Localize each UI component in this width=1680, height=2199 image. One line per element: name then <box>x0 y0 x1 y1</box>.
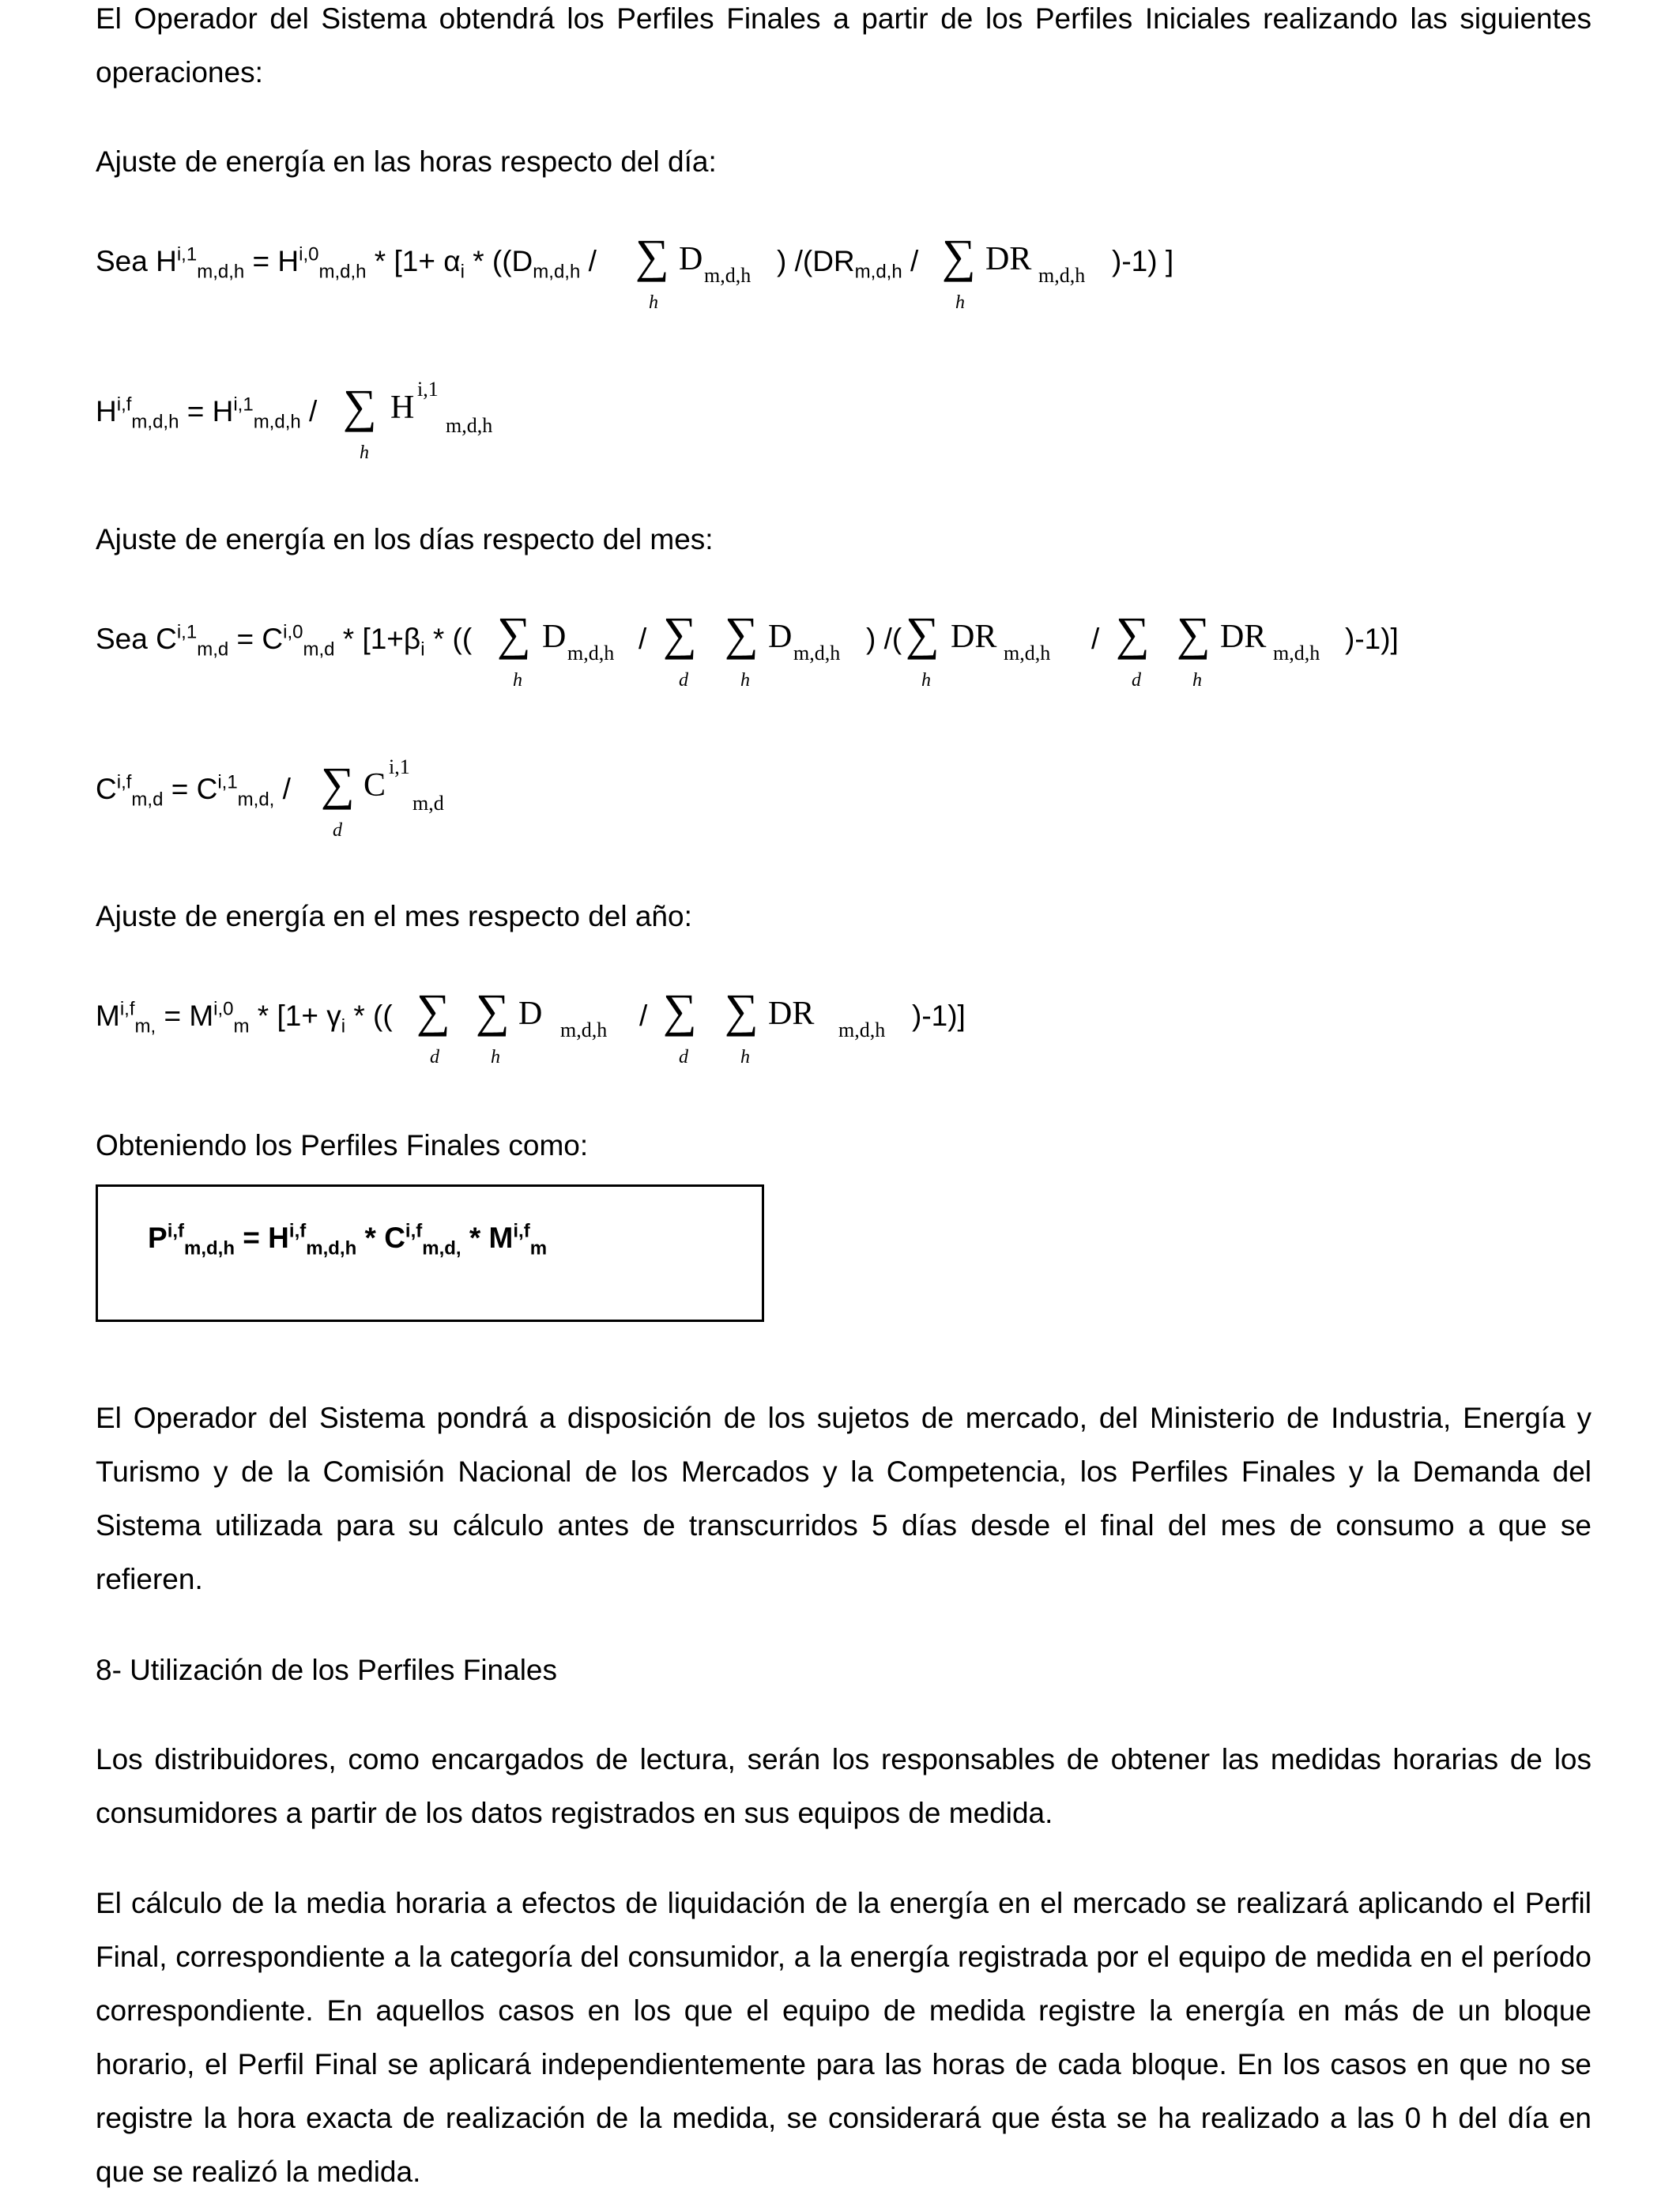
hours-adjust-heading: Ajuste de energía en las horas respecto del día: <box>96 145 717 178</box>
formula-hours-initial: Sea $H^{i,1}_{m,d,h} = H^{i,0}_{m,d,h} * [1+ \alpha_i * ((D_{m,d,h}$ / ∑ h D m,d,h ) $/(DR_{m,d,h}$ / ∑ h DR m,d,h )-1) ] <box>96 230 1174 313</box>
formula-days-final: C$^{i,f}_{m,d}$ = C$^{i,1}_{m,d,}$ / ∑ d C i,1 m,d <box>96 755 444 841</box>
month-adjust-heading: Ajuste de energía en el mes respecto del año: <box>96 900 692 932</box>
final-profile-formula: P$^{i,f}_{m,d,h}$ = H$^{i,f}_{m,d,h}$ * C$^{i,f}_{m,d,}$ * M$^{i,f}_m$ <box>148 1220 548 1260</box>
formula-days-initial: Sea $C^{i,1}_{m,d} = C^{i,0}_{m,d} * [1+\beta_i$ * (( ∑ h D m,d,h / ∑ d ∑ h D m,d,h ) /( ∑ h DR m,d,h / ∑ d ∑ h DR m,d,h )-1)] <box>96 608 1399 691</box>
formula-hours-final: H$^{i,f}_{m,d,h}$ = H$^{i,1}_{m,d,h}$ / ∑ h H i,1 m,d,h <box>96 378 493 463</box>
document-page <box>96 0 1591 2193</box>
calculo-paragraph: El cálculo de la media horaria a efectos de liquidación de la energía en el mercado se realizará aplicando el Perfil Final, correspondiente a la categoría del consumidor, a la energía registrada por el equipo de medida en el período correspondiente. En aquellos casos en los que el equipo de medida registre la energía en más de un bloque horario, el Perfil Final se aplicará independientemente para las horas de cada bloque. En los casos en que no se registre la hora exacta de realización de la medida, se considerará que ésta se ha realizado a las 0 h del día en que se realizó la medida. <box>96 1887 1591 2188</box>
days-adjust-heading: Ajuste de energía en los días respecto del mes: <box>96 523 714 555</box>
disposicion-paragraph: El Operador del Sistema pondrá a disposición de los sujetos de mercado, del Ministerio de Industria, Energía y Turismo y de la Comisión Nacional de los Mercados y la Competencia, los Perfiles Finales y la Demanda del Sistema utilizada para su cálculo antes de transcurridos 5 días desde el final del mes de consumo a que se refieren. <box>96 1402 1591 1595</box>
intro-paragraph: El Operador del Sistema obtendrá los Perfiles Finales a partir de los Perfiles Iniciales realizando las siguientes operaciones: <box>96 2 1591 88</box>
final-profile-formula-box <box>96 1184 764 1322</box>
formula-month: $M^{i,f}_{m,} = M^{i,0}_m * [1+ \gamma_i$ * (( ∑ d ∑ h D m,d,h / ∑ d ∑ h DR m,d,h )-1)] <box>96 985 966 1067</box>
distribuidores-paragraph: Los distribuidores, como encargados de lectura, serán los responsables de obtener las medidas horarias de los consumidores a partir de los datos registrados en sus equipos de medida. <box>96 1743 1591 1829</box>
obtaining-heading: Obteniendo los Perfiles Finales como: <box>96 1129 589 1162</box>
section-8-heading: 8- Utilización de los Perfiles Finales <box>96 1654 558 1686</box>
